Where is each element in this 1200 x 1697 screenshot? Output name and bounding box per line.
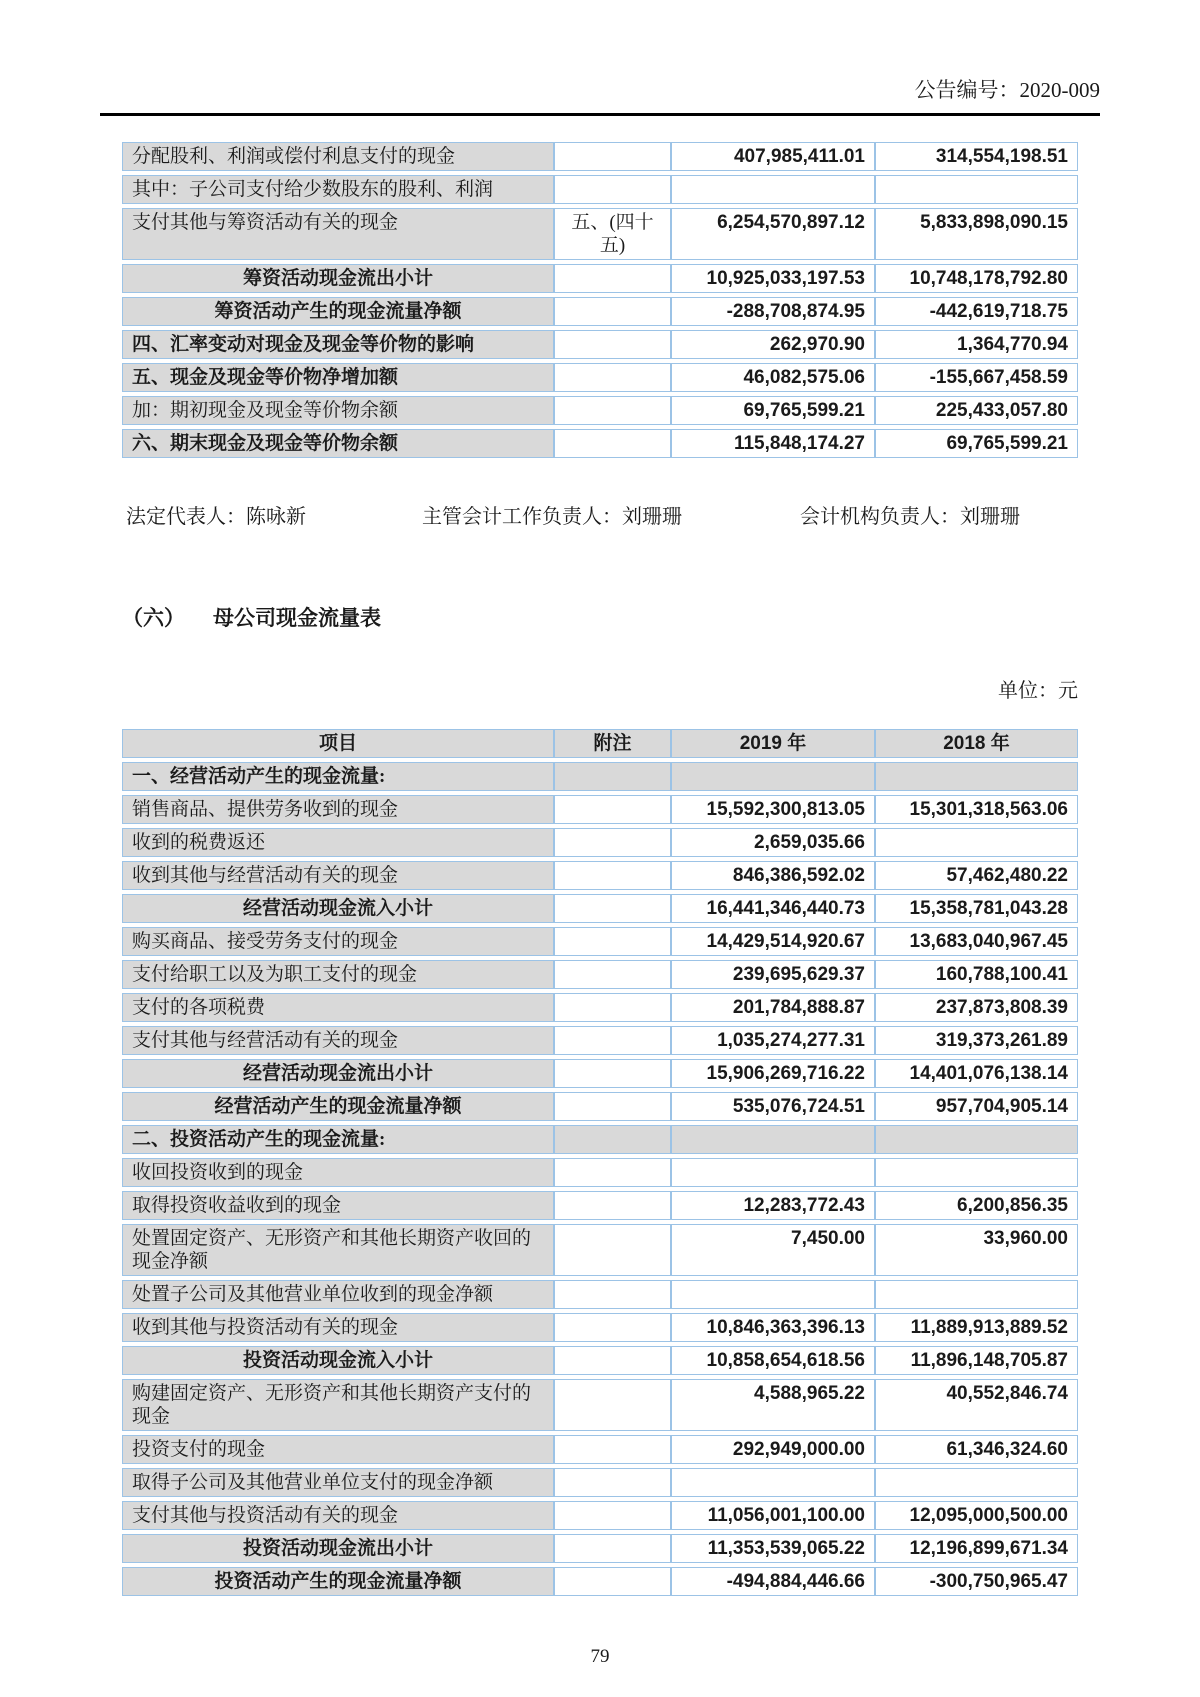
value-2018-cell	[875, 1158, 1078, 1187]
note-cell	[554, 1158, 671, 1187]
note-cell	[554, 1125, 671, 1154]
value-2019-cell	[671, 1280, 875, 1309]
table-row	[122, 363, 1078, 392]
note-cell	[554, 264, 671, 293]
value-2019-cell: 2,659,035.66	[671, 828, 875, 857]
table-row	[122, 1313, 1078, 1342]
value-2019-cell: 10,846,363,396.13	[671, 1313, 875, 1342]
item-cell: 经营活动现金流入小计	[122, 894, 554, 923]
table-row	[122, 1191, 1078, 1220]
header-year-2019: 2019 年	[671, 729, 875, 758]
item-cell: 支付其他与投资活动有关的现金	[122, 1501, 554, 1530]
value-2018-cell	[875, 175, 1078, 204]
value-2019-cell	[671, 762, 875, 791]
value-2019-cell: 6,254,570,897.12	[671, 208, 875, 260]
item-cell: 筹资活动现金流出小计	[122, 264, 554, 293]
note-cell	[554, 429, 671, 458]
item-cell: 投资活动现金流入小计	[122, 1346, 554, 1375]
note-cell	[554, 363, 671, 392]
value-2018-cell: 225,433,057.80	[875, 396, 1078, 425]
value-2019-cell: 15,906,269,716.22	[671, 1059, 875, 1088]
value-2019-cell: 262,970.90	[671, 330, 875, 359]
table-row	[122, 429, 1078, 458]
value-2018-cell: 12,095,000,500.00	[875, 1501, 1078, 1530]
item-cell: 支付给职工以及为职工支付的现金	[122, 960, 554, 989]
value-2019-cell: 115,848,174.27	[671, 429, 875, 458]
note-cell	[554, 1224, 671, 1276]
item-cell: 购建固定资产、无形资产和其他长期资产支付的现金	[122, 1379, 554, 1431]
value-2018-cell: 40,552,846.74	[875, 1379, 1078, 1431]
value-2019-cell: 7,450.00	[671, 1224, 875, 1276]
value-2018-cell: 10,748,178,792.80	[875, 264, 1078, 293]
item-cell: 支付其他与筹资活动有关的现金	[122, 208, 554, 260]
note-cell	[554, 1059, 671, 1088]
value-2019-cell: 535,076,724.51	[671, 1092, 875, 1121]
value-2019-cell: -494,884,446.66	[671, 1567, 875, 1596]
item-cell: 支付的各项税费	[122, 993, 554, 1022]
table-row	[122, 330, 1078, 359]
value-2018-cell: 12,196,899,671.34	[875, 1534, 1078, 1563]
value-2019-cell	[671, 1125, 875, 1154]
value-2018-cell: 11,896,148,705.87	[875, 1346, 1078, 1375]
value-2018-cell: 33,960.00	[875, 1224, 1078, 1276]
table-row	[122, 894, 1078, 923]
signature-row	[122, 500, 1078, 528]
item-cell: 收到其他与投资活动有关的现金	[122, 1313, 554, 1342]
table-row	[122, 1435, 1078, 1464]
chief-accounting-officer: 主管会计工作负责人：刘珊珊	[422, 506, 682, 528]
item-cell: 五、现金及现金等价物净增加额	[122, 363, 554, 392]
item-cell: 加：期初现金及现金等价物余额	[122, 396, 554, 425]
item-cell: 取得子公司及其他营业单位支付的现金净额	[122, 1468, 554, 1497]
item-cell: 投资支付的现金	[122, 1435, 554, 1464]
note-cell	[554, 1191, 671, 1220]
header-divider	[100, 113, 1100, 116]
table-row	[122, 396, 1078, 425]
continued-cashflow-table	[122, 138, 1078, 462]
value-2019-cell: -288,708,874.95	[671, 297, 875, 326]
value-2018-cell: 11,889,913,889.52	[875, 1313, 1078, 1342]
item-cell: 取得投资收益收到的现金	[122, 1191, 554, 1220]
item-cell: 销售商品、提供劳务收到的现金	[122, 795, 554, 824]
note-cell	[554, 142, 671, 171]
table-row	[122, 1092, 1078, 1121]
value-2018-cell: -300,750,965.47	[875, 1567, 1078, 1596]
item-cell: 经营活动产生的现金流量净额	[122, 1092, 554, 1121]
table-row	[122, 1125, 1078, 1154]
note-cell	[554, 1280, 671, 1309]
value-2019-cell: 12,283,772.43	[671, 1191, 875, 1220]
note-cell	[554, 861, 671, 890]
unit-label: 单位：元	[998, 680, 1078, 702]
table-row	[122, 1026, 1078, 1055]
note-cell	[554, 927, 671, 956]
value-2018-cell	[875, 1280, 1078, 1309]
value-2019-cell: 11,056,001,100.00	[671, 1501, 875, 1530]
section-title-text: 母公司现金流量表	[213, 606, 381, 630]
note-cell	[554, 1026, 671, 1055]
note-cell	[554, 762, 671, 791]
item-cell: 四、汇率变动对现金及现金等价物的影响	[122, 330, 554, 359]
item-cell: 投资活动产生的现金流量净额	[122, 1567, 554, 1596]
value-2019-cell: 201,784,888.87	[671, 993, 875, 1022]
table-row	[122, 1224, 1078, 1276]
note-cell	[554, 330, 671, 359]
value-2019-cell: 1,035,274,277.31	[671, 1026, 875, 1055]
value-2019-cell: 292,949,000.00	[671, 1435, 875, 1464]
value-2018-cell: -155,667,458.59	[875, 363, 1078, 392]
header-item: 项目	[122, 729, 554, 758]
value-2018-cell: 314,554,198.51	[875, 142, 1078, 171]
table-row	[122, 960, 1078, 989]
note-cell	[554, 1435, 671, 1464]
note-cell	[554, 828, 671, 857]
table-row	[122, 993, 1078, 1022]
value-2018-cell: 237,873,808.39	[875, 993, 1078, 1022]
note-cell	[554, 1346, 671, 1375]
item-cell: 分配股利、利润或偿付利息支付的现金	[122, 142, 554, 171]
item-cell: 收到的税费返还	[122, 828, 554, 857]
value-2018-cell: 13,683,040,967.45	[875, 927, 1078, 956]
note-cell	[554, 396, 671, 425]
item-cell: 处置子公司及其他营业单位收到的现金净额	[122, 1280, 554, 1309]
table-row	[122, 828, 1078, 857]
table-row	[122, 297, 1078, 326]
table-row	[122, 1158, 1078, 1187]
value-2019-cell: 69,765,599.21	[671, 396, 875, 425]
value-2019-cell: 846,386,592.02	[671, 861, 875, 890]
table-row	[122, 1059, 1078, 1088]
value-2019-cell: 46,082,575.06	[671, 363, 875, 392]
table-row	[122, 1346, 1078, 1375]
note-cell	[554, 993, 671, 1022]
value-2019-cell: 407,985,411.01	[671, 142, 875, 171]
value-2018-cell	[875, 828, 1078, 857]
value-2018-cell: 160,788,100.41	[875, 960, 1078, 989]
section-title	[122, 602, 1078, 632]
note-cell	[554, 175, 671, 204]
value-2018-cell: -442,619,718.75	[875, 297, 1078, 326]
table-row	[122, 264, 1078, 293]
value-2018-cell: 6,200,856.35	[875, 1191, 1078, 1220]
note-cell	[554, 795, 671, 824]
item-cell: 筹资活动产生的现金流量净额	[122, 297, 554, 326]
item-cell: 六、期末现金及现金等价物余额	[122, 429, 554, 458]
item-cell: 经营活动现金流出小计	[122, 1059, 554, 1088]
item-cell: 一、经营活动产生的现金流量:	[122, 762, 554, 791]
note-cell	[554, 1468, 671, 1497]
note-cell	[554, 1501, 671, 1530]
table-row	[122, 208, 1078, 260]
note-cell	[554, 1092, 671, 1121]
note-cell	[554, 1567, 671, 1596]
table-row	[122, 1534, 1078, 1563]
value-2019-cell: 10,925,033,197.53	[671, 264, 875, 293]
header-year-2018: 2018 年	[875, 729, 1078, 758]
table-row	[122, 795, 1078, 824]
table-row	[122, 927, 1078, 956]
value-2019-cell	[671, 1158, 875, 1187]
item-cell: 购买商品、接受劳务支付的现金	[122, 927, 554, 956]
item-cell: 二、投资活动产生的现金流量:	[122, 1125, 554, 1154]
note-cell	[554, 1379, 671, 1431]
item-cell: 其中：子公司支付给少数股东的股利、利润	[122, 175, 554, 204]
value-2018-cell: 15,358,781,043.28	[875, 894, 1078, 923]
legal-representative: 法定代表人：陈咏新	[126, 506, 306, 528]
table-row	[122, 1468, 1078, 1497]
accounting-department-head: 会计机构负责人：刘珊珊	[800, 506, 1020, 528]
value-2018-cell: 69,765,599.21	[875, 429, 1078, 458]
note-cell: 五、(四十五)	[554, 208, 671, 260]
table-row	[122, 861, 1078, 890]
announcement-number: 公告编号：2020-009	[914, 78, 1100, 102]
table-row	[122, 762, 1078, 791]
value-2018-cell: 319,373,261.89	[875, 1026, 1078, 1055]
table-row	[122, 1567, 1078, 1596]
value-2018-cell: 957,704,905.14	[875, 1092, 1078, 1121]
value-2019-cell: 11,353,539,065.22	[671, 1534, 875, 1563]
note-cell	[554, 1313, 671, 1342]
value-2018-cell: 14,401,076,138.14	[875, 1059, 1078, 1088]
value-2018-cell: 61,346,324.60	[875, 1435, 1078, 1464]
item-cell: 处置固定资产、无形资产和其他长期资产收回的现金净额	[122, 1224, 554, 1276]
value-2019-cell: 10,858,654,618.56	[671, 1346, 875, 1375]
item-cell: 收到其他与经营活动有关的现金	[122, 861, 554, 890]
table-row	[122, 175, 1078, 204]
table-row	[122, 1379, 1078, 1431]
value-2019-cell	[671, 175, 875, 204]
value-2018-cell: 57,462,480.22	[875, 861, 1078, 890]
value-2019-cell: 4,588,965.22	[671, 1379, 875, 1431]
note-cell	[554, 894, 671, 923]
table-row	[122, 1280, 1078, 1309]
table-header-row	[122, 729, 1078, 758]
value-2019-cell: 14,429,514,920.67	[671, 927, 875, 956]
note-cell	[554, 960, 671, 989]
page-number: 79	[590, 1646, 610, 1667]
header-note: 附注	[554, 729, 671, 758]
note-cell	[554, 297, 671, 326]
value-2018-cell	[875, 1468, 1078, 1497]
note-cell	[554, 1534, 671, 1563]
table-row	[122, 142, 1078, 171]
value-2019-cell: 239,695,629.37	[671, 960, 875, 989]
value-2018-cell: 1,364,770.94	[875, 330, 1078, 359]
value-2019-cell	[671, 1468, 875, 1497]
table-row	[122, 1501, 1078, 1530]
value-2018-cell	[875, 762, 1078, 791]
value-2018-cell: 5,833,898,090.15	[875, 208, 1078, 260]
value-2018-cell	[875, 1125, 1078, 1154]
section-index: （六）	[122, 606, 185, 630]
parent-cashflow-table	[122, 725, 1078, 1600]
item-cell: 支付其他与经营活动有关的现金	[122, 1026, 554, 1055]
value-2019-cell: 16,441,346,440.73	[671, 894, 875, 923]
item-cell: 投资活动现金流出小计	[122, 1534, 554, 1563]
item-cell: 收回投资收到的现金	[122, 1158, 554, 1187]
value-2018-cell: 15,301,318,563.06	[875, 795, 1078, 824]
value-2019-cell: 15,592,300,813.05	[671, 795, 875, 824]
